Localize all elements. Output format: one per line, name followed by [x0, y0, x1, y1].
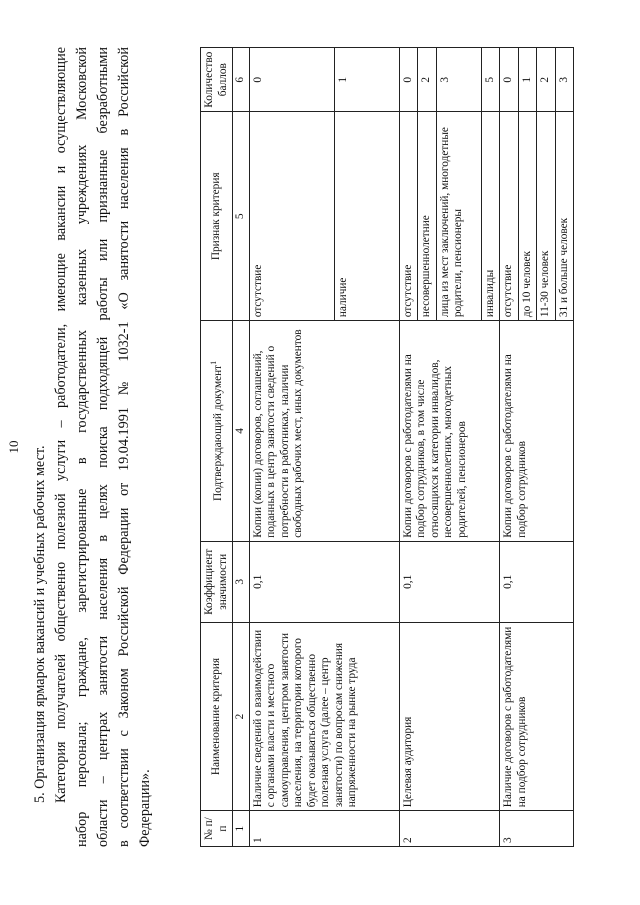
row-coefficient: 0,1 [399, 541, 500, 622]
paragraph-line-1: Категория получателей общественно полезной услуги – работодатели, имеющие вакансии и осуществляющие [53, 47, 69, 803]
row-score: 2 [537, 48, 556, 112]
row-sign: наличие [334, 112, 399, 321]
page-content [0, 47, 640, 847]
row-score: 0 [500, 48, 519, 112]
row-sign: отсутствие [500, 112, 519, 321]
row-sign: лица из мест заключений, многодетные родители, пенсионеры [436, 112, 481, 321]
row-score: 3 [555, 48, 574, 112]
row-score: 0 [399, 48, 418, 112]
criteria-table [200, 47, 574, 847]
paragraph-line-5: Федерации». [137, 769, 153, 847]
row-num: 1 [249, 811, 399, 847]
row-document: Копии договоров с работодателями на подбор сотрудников, в том числе относящихся к категории инвалидов, несовершеннолетних, многодетных родителей, пенсионеров [399, 321, 500, 542]
header-num: № п/п [201, 811, 233, 847]
row-criterion-name: Наличие сведений о взаимодействии с органами власти и местного самоуправления, центром занятости населения, на территории которого будет оказываться общественно полезная услуга (далее – центр занятости) по вопросам снижения напряженности на рынке труда [249, 622, 399, 810]
row-criterion-name: Наличие договоров с работодателями на подбор сотрудников [500, 622, 574, 810]
column-numbers-row [233, 48, 250, 847]
column-number: 3 [233, 541, 250, 622]
row-sign: до 10 человек [518, 112, 537, 321]
header-coef: Коэффициент значимости [201, 541, 233, 622]
column-number: 1 [233, 811, 250, 847]
column-number: 6 [233, 48, 250, 112]
row-sign: 31 и больше человек [555, 112, 574, 321]
row-sign: несовершеннолетние [418, 112, 437, 321]
row-sign: отсутствие [249, 112, 334, 321]
header-doc-label: Подтверждающий документ [212, 364, 225, 501]
row-score: 2 [418, 48, 437, 112]
row-criterion-name: Целевая аудитория [399, 622, 500, 810]
table-header-row [201, 48, 233, 847]
paragraph-line-3: области – центрах занятости населения в целях поиска подходящей работы или признанные безработными [95, 47, 111, 847]
row-sign: инвалиды [481, 112, 500, 321]
row-sign: 11-30 человек [537, 112, 556, 321]
table-row [249, 48, 334, 847]
row-score: 5 [481, 48, 500, 112]
header-doc [201, 321, 233, 542]
paragraph-line-4: в соответствии с Законом Российской Федерации от 19.04.1991 № 1032-1 «О занятости населения в Российской [116, 47, 132, 847]
footnote-marker: 1 [209, 360, 219, 365]
row-document: Копии договоров с работодателями на подбор сотрудников [500, 321, 574, 542]
table-row [399, 48, 418, 847]
row-num: 3 [500, 811, 574, 847]
row-score: 1 [518, 48, 537, 112]
row-score: 3 [436, 48, 481, 112]
column-number: 4 [233, 321, 250, 542]
row-score: 1 [334, 48, 399, 112]
header-name: Наименование критерия [201, 622, 233, 810]
row-score: 0 [249, 48, 334, 112]
page-number: 10 [6, 440, 21, 454]
column-number: 5 [233, 112, 250, 321]
row-num: 2 [399, 811, 500, 847]
row-coefficient: 0,1 [249, 541, 399, 622]
table-row [500, 48, 519, 847]
row-coefficient: 0,1 [500, 541, 574, 622]
section-heading: 5. Организация ярмарок вакансий и учебных рабочих мест. [32, 445, 48, 803]
paragraph-line-2: набор персонала; граждане, зарегистрированные в государственных казенных учреждениях Московской [74, 47, 90, 847]
row-sign: отсутствие [399, 112, 418, 321]
row-document: Копии (копии) договоров, соглашений, поданных в центр занятости сведений о потребности в работниках, наличии свободных рабочих мест, иных документов [249, 321, 399, 542]
column-number: 2 [233, 622, 250, 810]
header-score: Количество баллов [201, 48, 233, 112]
header-sign: Признак критерия [201, 112, 233, 321]
